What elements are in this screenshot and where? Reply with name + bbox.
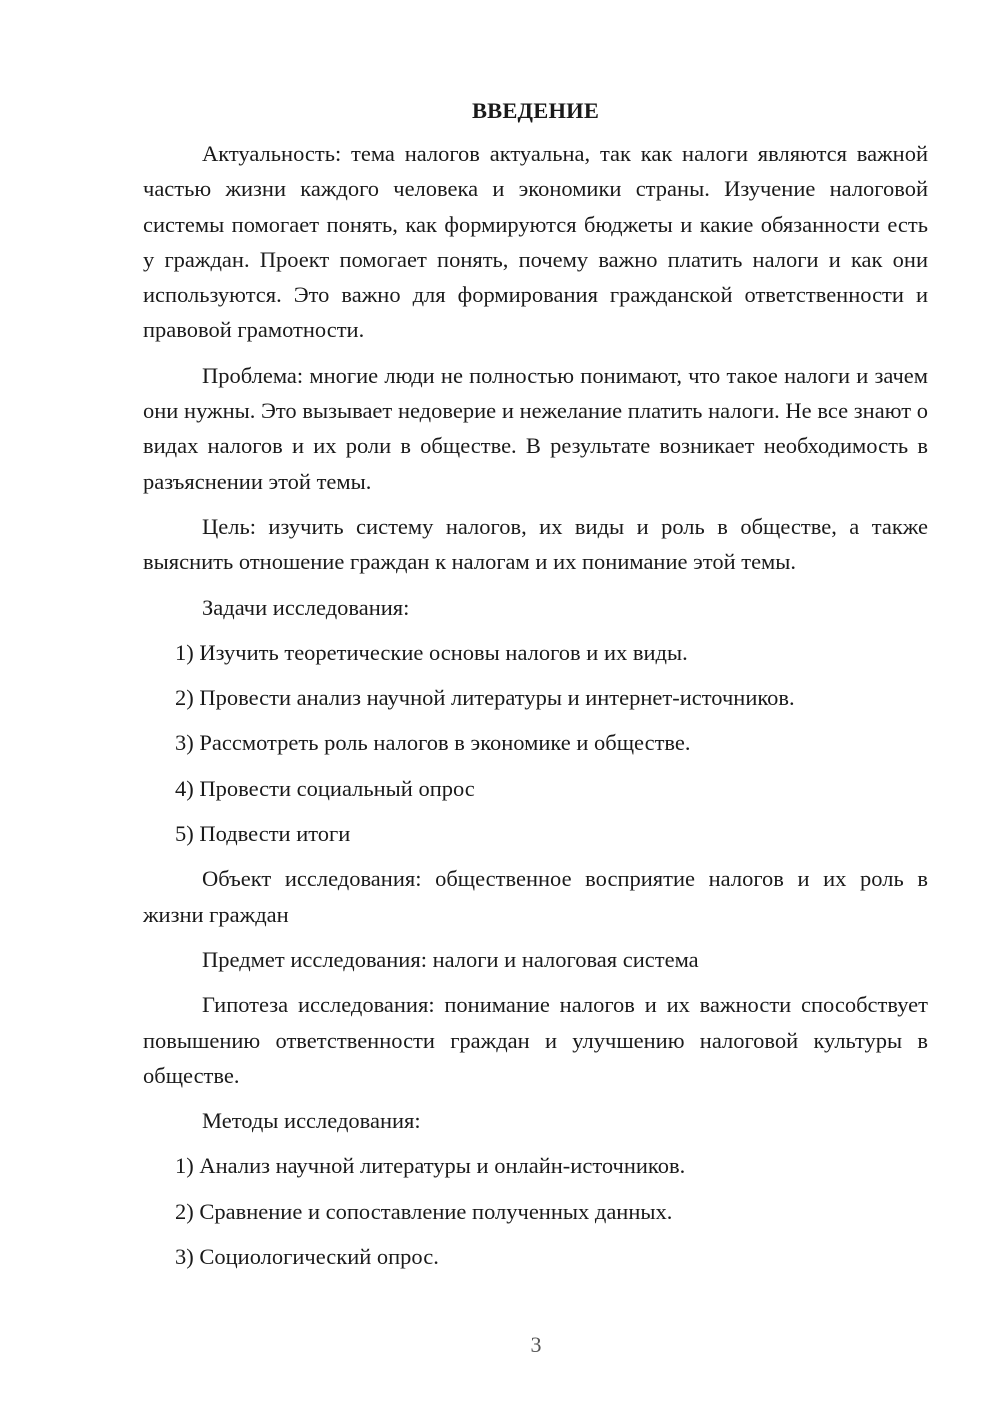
tasks-heading: Задачи исследования: [202, 594, 410, 620]
list-item: 5) Подвести итоги [175, 821, 351, 847]
list-item: 2) Сравнение и сопоставление полученных данных. [175, 1198, 673, 1224]
list-item: 3) Рассмотреть роль налогов в экономике и обществе. [175, 730, 691, 756]
page-number: 3 [530, 1332, 542, 1357]
object-paragraph: Объект исследования: общественное восприятие налогов и их роль в жизни граждан [143, 866, 928, 927]
hypothesis-paragraph: Гипотеза исследования: понимание налогов и их важности способствует повышению ответственности граждан и улучшению налоговой культуры в обществе. [143, 992, 928, 1088]
subject-paragraph: Предмет исследования: налоги и налоговая система [202, 946, 699, 972]
tasks-list [143, 635, 928, 851]
relevance-paragraph: Актуальность: тема налогов актуальна, так как налоги являются важной частью жизни каждого человека и экономики страны. Изучение налоговой системы помогает понять, как формируются бюджеты и какие обязанности есть у граждан. Проект помогает понять, почему важно платить налоги и как они используются. Это важно для формирования гражданской ответственности и правовой грамотности. [143, 141, 928, 343]
goal-paragraph: Цель: изучить систему налогов, их виды и роль в обществе, а также выяснить отношение граждан к налогам и их понимание этой темы. [143, 513, 928, 575]
document-body [143, 94, 928, 1284]
methods-list [143, 1148, 928, 1274]
list-item: 1) Изучить теоретические основы налогов и их виды. [175, 639, 688, 665]
list-item: 3) Социологический опрос. [175, 1244, 439, 1270]
problem-paragraph: Проблема: многие люди не полностью понимают, что такое налоги и зачем они нужны. Это вызывает недоверие и нежелание платить налоги. Не все знают о видах налогов и их роли в обществе. В результате возникает необходимость в разъяснении этой темы. [143, 362, 928, 494]
methods-heading: Методы исследования: [202, 1108, 421, 1134]
list-item: 2) Провести анализ научной литературы и интернет-источников. [175, 685, 795, 711]
list-item: 4) Провести социальный опрос [175, 775, 475, 801]
section-title: ВВЕДЕНИЕ [471, 98, 600, 123]
list-item: 1) Анализ научной литературы и онлайн-источников. [175, 1153, 686, 1179]
